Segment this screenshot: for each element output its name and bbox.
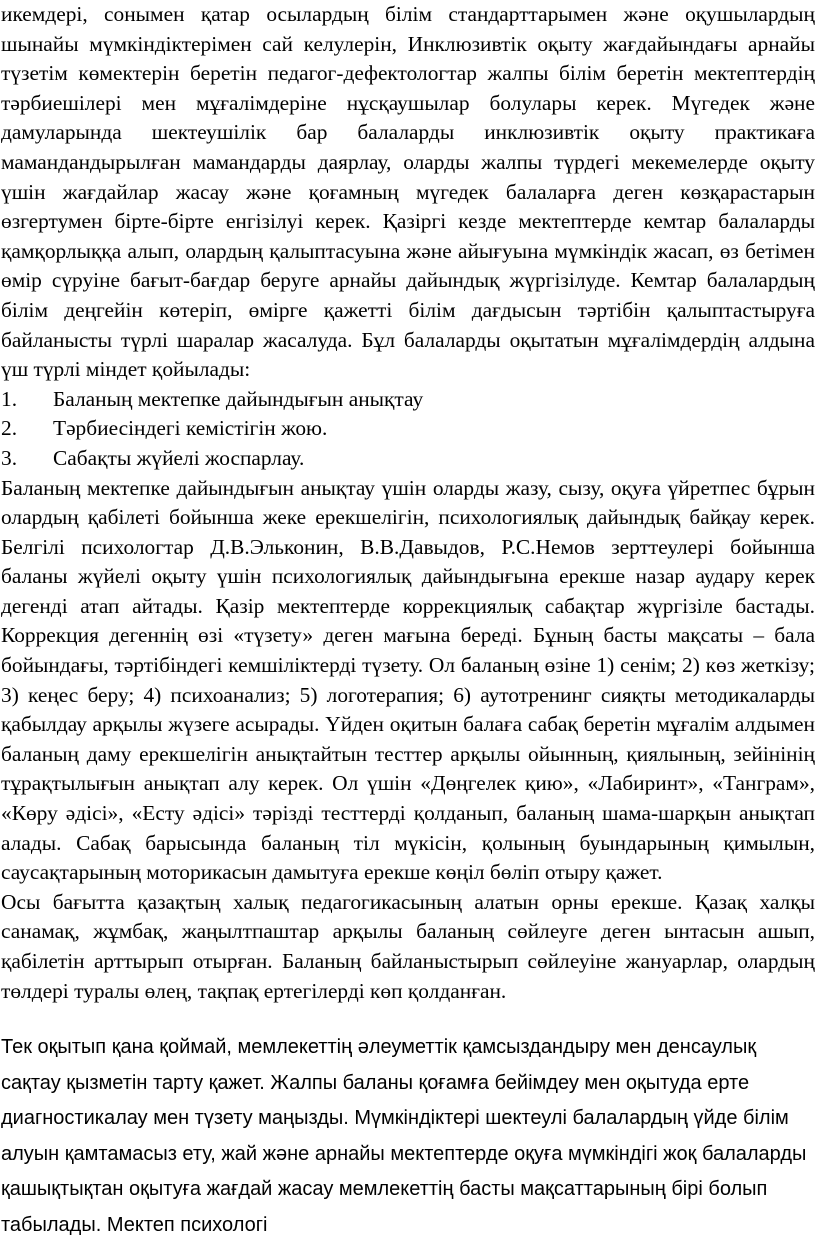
list-number: 1.: [1, 386, 18, 411]
paragraph-3: Осы бағытта қазақтың халық педагогикасының алатын орны ерекше. Қазақ халқы санамақ, жұмбақ, жаңылтпаштар арқылы баланың сөйлеуге деген ынтасын ашып, қабілетін арттырып отырған. Баланың байланыстырып сөйлеуіне жануарлар, олардың төлдері туралы өлең, тақпақ ертегілерді көп қолданған.: [1, 889, 815, 1003]
list-text: Сабақты жүйелі жоспарлау.: [53, 445, 305, 470]
list-item: [1, 414, 815, 444]
list-item: [1, 444, 815, 474]
paragraph-2: Баланың мектепке дайындығын анықтау үшін оларды жазу, сызу, оқуға үйретпес бұрын олардың қабілеті бойынша жеке ерекшелігін, психологиялық дайындық байқау керек. Белгілі психологтар Д.В.Эльконин, В.В.Давыдов, Р.С.Немов зерттеулері бойынша баланы жүйелі оқыту үшін психологиялық дайындығына ерекше назар аудару керек дегенді атап айтады. Қазір мектептерде коррекциялық сабақтар жүргізіле бастады. Коррекция дегеннің өзі «түзету» деген мағына береді. Бұның басты мақсаты – бала бойындағы, тәртібіндегі кемшіліктерді түзету. Ол баланың өзіне 1) сенім; 2) көз жеткізу; 3) кеңес беру; 4) психоанализ; 5) логотерапия; 6) аутотренинг сияқты методикаларды қабылдау арқылы жүзеге асырады. Үйден оқитын балаға сабақ беретін мұғалім алдымен баланың даму ерекшелігін анықтайтын тесттер арқылы ойынның, қиялының, зейінінің тұрақтылығын анықтап алу керек. Ол үшін «Дөңгелек қию», «Лабиринт», «Танграм», «Көру әдісі», «Есту әдісі» тәрізді тесттерді қолданып, баланың шама-шарқын анықтап алады. Сабақ барысында баланың тіл мүкісін, қолының буындарының қимылын, саусақтарының моторикасын дамытуға ерекше көңіл бөліп отыру қажет.: [1, 475, 815, 885]
paragraph-1: икемдері, сонымен қатар осылардың білім стандарттарымен және оқушылардың шынайы мүмкіндіктерімен сай келулерін, Инклюзивтік оқыту жағдайындағы арнайы түзетім көмектерін беретін педагог-дефектологтар жалпы білім беретін мектептердің тәрбиешілері мен мұғалімдеріне нұсқаушылар болулары керек. Мүгедек және дамуларында шектеушілік бар балаларды инклюзивтік оқыту практикаға мамандандырылған мамандарды даярлау, оларды жалпы түрдегі мекемелерде оқыту үшін жағдайлар жасау және қоғамның мүгедек балаларға деген көзқарастарын өзгертумен бірте-бірте енгізілуі керек. Қазіргі кезде мектептерде кемтар балаларды қамқорлыққа алып, олардың қалыптасуына және айығуына мүмкіндік жасап, өз бетімен өмір сүруіне бағыт-бағдар беруге арнайы дайындық жүргізілуде. Кемтар балалардың білім деңгейін көтеріп, өмірге қажетті білім дағдысын тәртібін қалыптастыруға байланысты түрлі шаралар жасалуда. Бұл балаларды оқытатын мұғалімдердің алдына үш түрлі міндет қойылады:: [1, 2, 815, 382]
paragraph-4: Тек оқытып қана қоймай, мемлекеттің әлеуметтік қамсыздандыру мен денсаулық сақтау қызметін тарту қажет. Жалпы баланы қоғамға бейімдеу мен оқытуда ерте диагностикалау мен түзету маңызды. Мүмкіндіктері шектеулі балалардың үйде білім алуын қамтамасыз ету, жай және арнайы мектептерде оқуға мүмкіндігі жоқ балаларды қашықтықтан оқытуға жағдай жасау мемлекеттің басты мақсаттарының бірі болып табылады. Мектеп психологі: [1, 1036, 807, 1236]
list-item: [1, 385, 815, 415]
list-text: Баланың мектепке дайындығын анықтау: [53, 386, 424, 411]
serif-text-block: [1, 0, 815, 1006]
list-number: 2.: [1, 416, 18, 441]
sans-text-block: [1, 1030, 815, 1243]
list-text: Тәрбиесіндегі кемістігін жою.: [53, 416, 328, 441]
list-number: 3.: [1, 445, 18, 470]
